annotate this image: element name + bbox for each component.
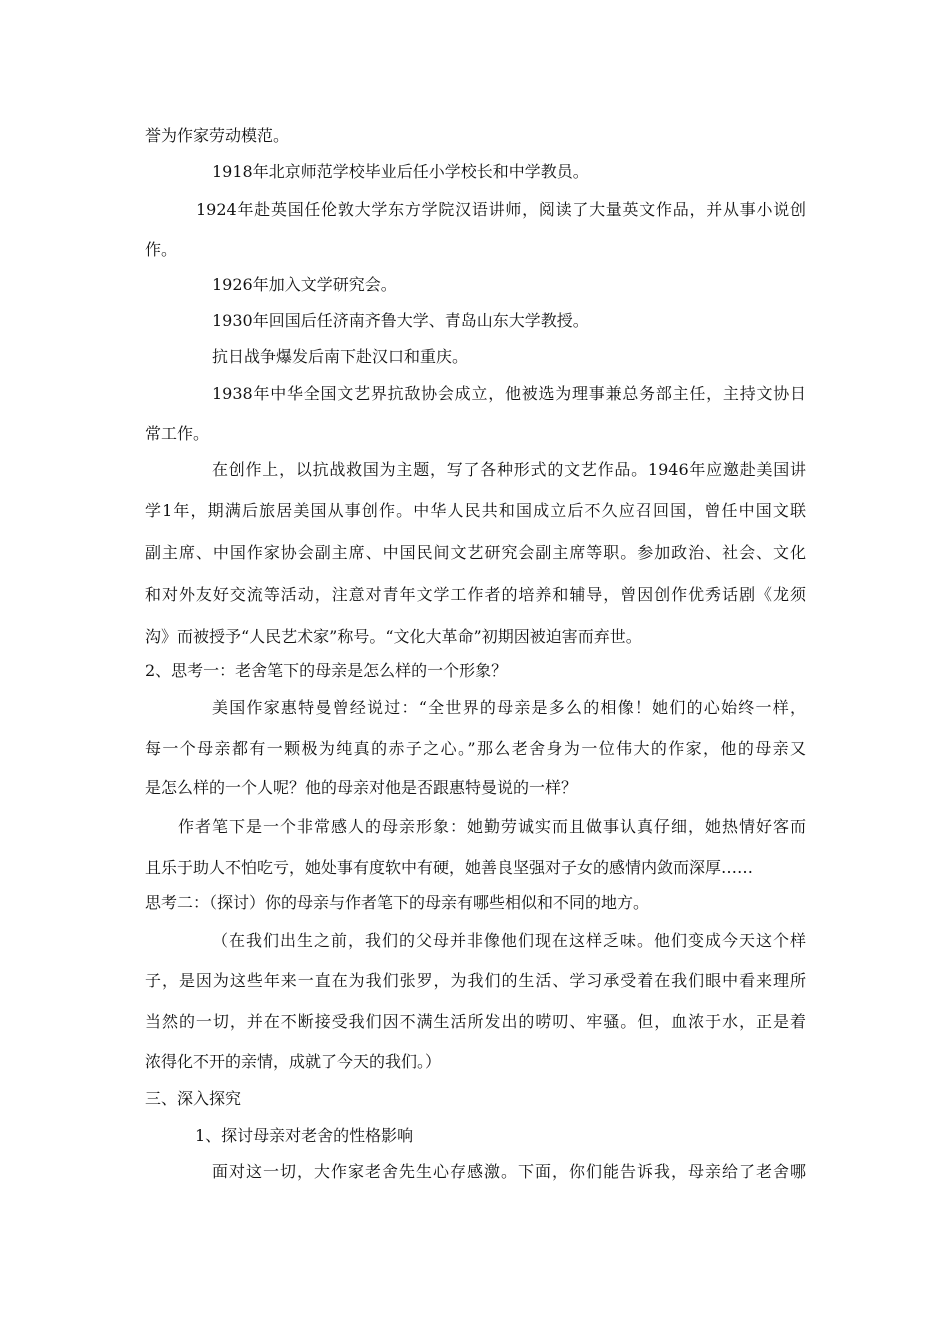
section-heading: 三、深入探究 [145, 1089, 242, 1108]
text-line: 誉为作家劳动模范。 [145, 126, 290, 145]
text-line: 面对这一切，大作家老舍先生心存感激。下面，你们能告诉我，母亲给了老舍哪 [212, 1162, 806, 1181]
section-heading: 思考二：（探讨）你的母亲与作者笔下的母亲有哪些相似和不同的地方。 [145, 893, 650, 912]
section-heading: 2、思考一：老舍笔下的母亲是怎么样的一个形象？ [145, 661, 508, 680]
text-line: 1926年加入文学研究会。 [212, 275, 397, 294]
text-line: 作。 [145, 240, 178, 259]
text-line: 浓得化不开的亲情，成就了今天的我们。） [145, 1052, 442, 1071]
text-line: 1918年北京师范学校毕业后任小学校长和中学教员。 [212, 162, 589, 181]
text-line: 抗日战争爆发后南下赴汉口和重庆。 [212, 347, 469, 366]
text-line: （在我们出生之前，我们的父母并非像他们现在这样乏味。他们变成今天这个样 [212, 931, 806, 950]
text-line: 美国作家惠特曼曾经说过：“全世界的母亲是多么的相像！她们的心始终一样， [212, 698, 806, 717]
text-line: 且乐于助人不怕吃亏，她处事有度软中有硬，她善良坚强对子女的感情内敛而深厚…… [145, 858, 754, 877]
text-line: 1938年中华全国文艺界抗敌协会成立，他被选为理事兼总务部主任，主持文协日 [212, 384, 806, 403]
text-line: 和对外友好交流等活动，注意对青年文学工作者的培养和辅导，曾因创作优秀话剧《龙须 [145, 585, 806, 604]
text-line: 在创作上，以抗战救国为主题，写了各种形式的文艺作品。1946年应邀赴美国讲 [212, 460, 806, 479]
text-line: 当然的一切，并在不断接受我们因不满生活所发出的唠叨、牢骚。但，血浓于水，正是着 [145, 1012, 806, 1031]
text-line: 每一个母亲都有一颗极为纯真的赤子之心。”那么老舍身为一位伟大的作家，他的母亲又 [145, 739, 806, 758]
text-line: 作者笔下是一个非常感人的母亲形象：她勤劳诚实而且做事认真仔细，她热情好客而 [178, 817, 806, 836]
text-line: 常工作。 [145, 424, 210, 443]
text-line: 子，是因为这些年来一直在为我们张罗，为我们的生活、学习承受着在我们眼中看来理所 [145, 971, 806, 990]
text-line: 副主席、中国作家协会副主席、中国民间文艺研究会副主席等职。参加政治、社会、文化 [145, 543, 806, 562]
text-line: 是怎么样的一个人呢？他的母亲对他是否跟惠特曼说的一样？ [145, 778, 578, 797]
text-line: 沟》而被授予“人民艺术家”称号。“文化大革命”初期因被迫害而弃世。 [145, 627, 642, 646]
text-line: 学1年，期满后旅居美国从事创作。中华人民共和国成立后不久应召回国，曾任中国文联 [145, 501, 806, 520]
subsection-heading: 1、探讨母亲对老舍的性格影响 [195, 1126, 414, 1145]
text-line: 1930年回国后任济南齐鲁大学、青岛山东大学教授。 [212, 311, 589, 330]
text-line: 1924年赴英国任伦敦大学东方学院汉语讲师，阅读了大量英文作品，并从事小说创 [196, 200, 806, 219]
